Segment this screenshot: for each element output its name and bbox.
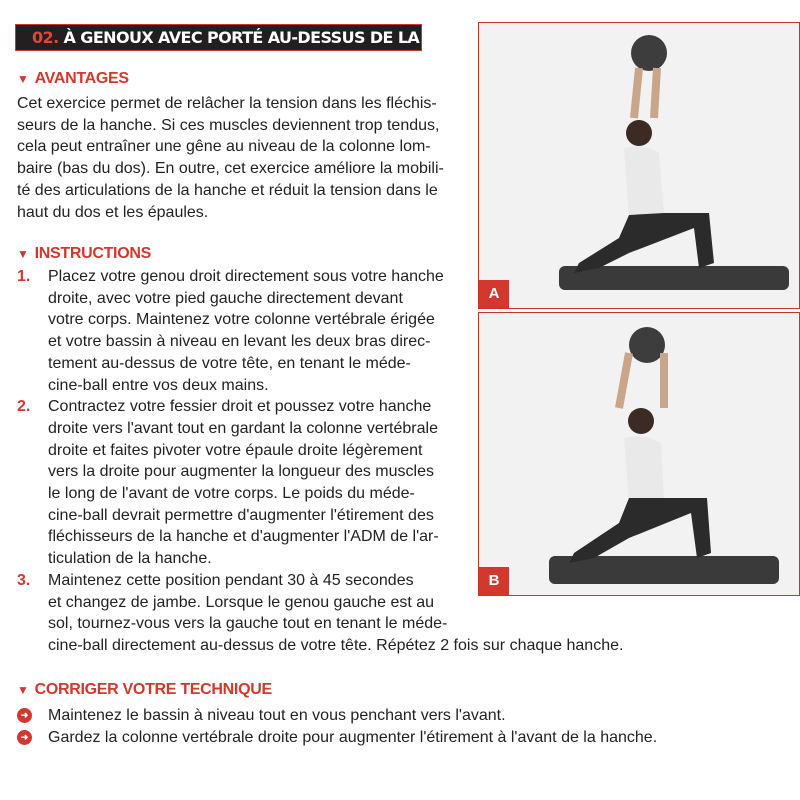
technique-bullet: [17, 705, 657, 727]
text-line: cine-ball directement au-dessus de votre tête. Répétez 2 fois sur chaque hanche.: [48, 636, 624, 654]
text-line: fléchisseurs de la hanche et d'augmenter l'ADM de l'ar-: [48, 528, 439, 546]
step-number: 2.: [17, 398, 31, 416]
text-line: et votre bassin à niveau en levant les deux bras direc-: [48, 333, 431, 351]
text-line: droite vers l'avant tout en gardant la colonne vertébrale: [48, 419, 438, 437]
text-line: seurs de la hanche. Si ces muscles deviennent trop tendus,: [17, 116, 440, 134]
text-line: sol, tournez-vous vers la gauche tout en tenant le méde-: [48, 615, 448, 633]
photo-label: A: [479, 280, 509, 308]
avantages-text: [17, 93, 444, 223]
text-line: et changez de jambe. Lorsque le genou gauche est au: [48, 593, 435, 611]
triangle-down-icon: ▼: [17, 72, 29, 86]
text-line: té des articulations de la hanche et réduit la tension dans le: [17, 181, 438, 199]
text-line: droite, avec votre pied gauche directement devant: [48, 289, 403, 307]
text-line: ticulation de la hanche.: [48, 550, 212, 568]
triangle-down-icon: ▼: [17, 683, 29, 697]
exercise-number: 02.: [32, 28, 59, 47]
text-line: cela peut entraîner une gêne au niveau de la colonne lom-: [17, 138, 431, 156]
text-line: baire (bas du dos). En outre, cet exercice améliore la mobili-: [17, 160, 444, 178]
text-line: Placez votre genou droit directement sous votre hanche: [48, 268, 444, 285]
technique-heading: [17, 681, 272, 699]
heading-text: INSTRUCTIONS: [34, 245, 151, 262]
text-line: haut du dos et les épaules.: [17, 203, 209, 221]
instructions-heading: [17, 245, 151, 263]
photo-label: B: [479, 567, 509, 595]
photo-a: [478, 22, 800, 309]
text-line: Cet exercice permet de relâcher la tension dans les fléchis-: [17, 95, 437, 112]
arrow-right-circle-icon: ➜: [17, 708, 32, 723]
triangle-down-icon: ▼: [17, 247, 29, 261]
text-line: Gardez la colonne vertébrale droite pour augmenter l'étirement à l'avant de la hanche.: [48, 728, 658, 746]
exercise-title: [15, 24, 422, 72]
text-line: cine-ball entre vos deux mains.: [48, 376, 269, 394]
exercise-name: À GENOUX AVEC PORTÉ AU-DESSUS DE LA TÊTE: [32, 28, 420, 72]
kneeling-figure-illustration: [479, 313, 800, 596]
text-line: votre corps. Maintenez votre colonne vertébrale érigée: [48, 311, 435, 329]
step-number: 1.: [17, 268, 31, 285]
text-line: droite et faites pivoter votre épaule droite légèrement: [48, 441, 423, 459]
technique-bullet: [17, 727, 657, 749]
step-number: 3.: [17, 571, 31, 589]
heading-text: AVANTAGES: [34, 70, 129, 87]
kneeling-figure-illustration: [479, 23, 800, 309]
avantages-heading: [17, 70, 129, 88]
text-line: vers la droite pour augmenter la longueur des muscles: [48, 463, 434, 481]
technique-list: [17, 705, 657, 748]
text-line: cine-ball devrait permettre d'augmenter l'étirement des: [48, 506, 434, 524]
heading-text: CORRIGER VOTRE TECHNIQUE: [34, 681, 272, 698]
text-line: tement au-dessus de votre tête, en tenant le méde-: [48, 354, 411, 372]
photo-b: [478, 312, 800, 596]
text-line: le long de l'avant de votre corps. Le poids du méde-: [48, 485, 415, 503]
text-line: Contractez votre fessier droit et poussez votre hanche: [48, 398, 432, 416]
arrow-right-circle-icon: ➜: [17, 730, 32, 745]
text-line: Maintenez cette position pendant 30 à 45 secondes: [48, 571, 414, 589]
text-line: Maintenez le bassin à niveau tout en vous penchant vers l'avant.: [48, 707, 506, 724]
